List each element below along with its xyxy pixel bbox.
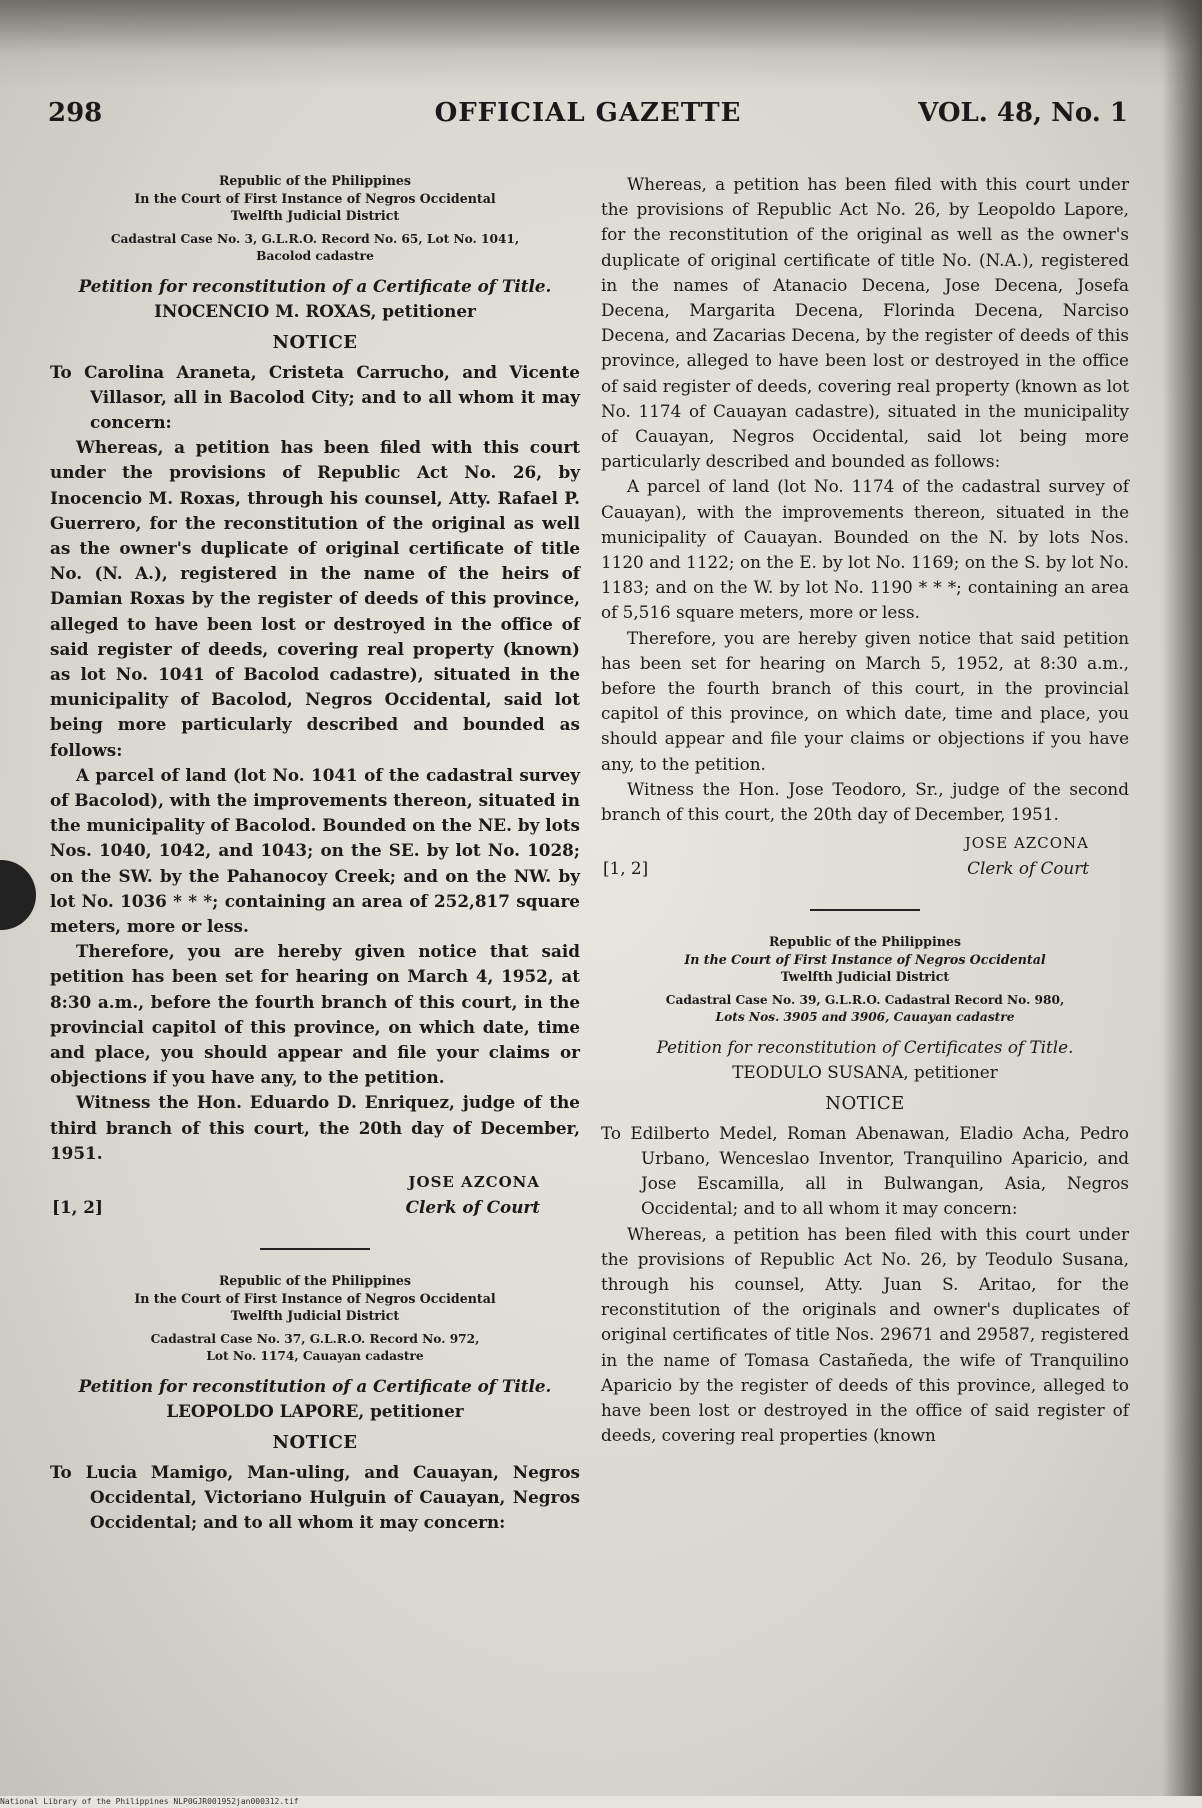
notice2-paragraph: Whereas, a petition has been filed with this court under the provisions of Republic Act No. 26, by Leopoldo Lapore, for the reconstitution of the original as well as the owner's duplicate of original certificate of title No. (N.A.), registered in the names of Atanacio Decena, Jose Decena, Josefa Decena, Margarita Decena, Florinda Decena, Narciso Decena, and Zacarias Decena, by the register of deeds of this province, alleged to have been lost or destroyed in the office of said register of deeds, covering real property (known as lot No. 1174 of Cauayan cadastre), situated in the municipality of Cauayan, Negros Occidental, said lot being more particularly described and bounded as follows: [601, 174, 1129, 472]
notice2-paragraph: Therefore, you are hereby given notice that said petition has been set for hearing on March 5, 1952, at 8:30 a.m., before the fourth branch of this court, in the provincial capitol of this province, on which date, time and place, you should appear and file your claims or objections if you have any, to the petition. [601, 627, 1129, 774]
court-line: Twelfth Judicial District [780, 969, 950, 985]
scan-shadow-top [0, 0, 1202, 90]
issue-ref: [1, 2] [603, 858, 649, 879]
court-line: In the Court of First Instance of Negros Occidental [134, 190, 496, 206]
section-divider [260, 1248, 370, 1250]
right-column [601, 172, 1129, 1448]
case-line: Cadastral Case No. 39, G.L.R.O. Cadastral Record No. 980, [665, 992, 1065, 1007]
court-line: Republic of the Philippines [768, 934, 962, 950]
case-line: Lot No. 1174, Cauayan cadastre [206, 1349, 424, 1363]
notice2-signature [601, 831, 1129, 883]
signer-role: Clerk of Court [967, 858, 1089, 879]
notice3-case [601, 992, 1129, 1027]
signer-name: JOSE AZCONA [408, 1173, 540, 1191]
notice2-paragraph: A parcel of land (lot No. 1174 of the cadastral survey of Cauayan), with the improvements thereon, situated in the municipality of Cauayan. Bounded on the N. by lots Nos. 1120 and 1122; on the E. by lot No. 1169; on the S. by lot No. 1183; and on the W. by lot No. 1190 * * *; containing an area of 5,516 square meters, more or less. [601, 476, 1129, 623]
notice1-signature [50, 1170, 580, 1222]
signer-role: Clerk of Court [405, 1197, 540, 1217]
issue-ref: [1, 2] [52, 1197, 103, 1217]
court-line: Twelfth Judicial District [230, 208, 400, 223]
case-line: Bacolod cadastre [256, 249, 374, 263]
page-number: 298 [48, 98, 103, 128]
court-line: Twelfth Judicial District [230, 1308, 400, 1323]
scan-footer: National Library of the Philippines NLP0GJR001952jan000312.tif [0, 1796, 1202, 1808]
section-divider [810, 909, 920, 911]
notice1-addressee: To Carolina Araneta, Cristeta Carrucho, and Vicente Villasor, all in Bacolod City; and to all whom it may concern: [50, 361, 580, 432]
notice1-case [50, 231, 580, 266]
notice3-paragraph: Whereas, a petition has been filed with this court under the provisions of Republic Act No. 26, by Teodulo Susana, through his counsel, Atty. Juan S. Aritao, for the reconstitution of the originals and owner's duplicates of original certificates of title Nos. 29671 and 29587, registered in the name of Tomasa Castañeda, the wife of Tranquilino Aparicio by the register of deeds of this province, alleged to have been lost or destroyed in the office of said register of deeds, covering real properties (known [601, 1223, 1129, 1446]
notice3-court [601, 933, 1129, 986]
notice2-heading: NOTICE [272, 1431, 358, 1453]
notice1-paragraph: Whereas, a petition has been filed with this court under the provisions of Republic Act No. 26, by Inocencio M. Roxas, through his counsel, Atty. Rafael P. Guerrero, for the reconstitution of the original as well as the owner's duplicate of original certificate of title No. (N. A.), registered in the name of the heirs of Damian Roxas by the register of deeds of this province, alleged to have been lost or destroyed in the office of said register of deeds, covering real property (known) as lot No. 1041 of Bacolod cadastre), situated in the municipality of Bacolod, Negros Occidental, said lot being more particularly described and bounded as follows: [50, 437, 580, 760]
notice2-case [50, 1331, 580, 1366]
notice1-court [50, 172, 580, 225]
case-line: Cadastral Case No. 37, G.L.R.O. Record No. 972, [150, 1331, 480, 1346]
notice1-paragraph: A parcel of land (lot No. 1041 of the cadastral survey of Bacolod), with the improvements thereon, situated in the municipality of Bacolod. Bounded on the NE. by lots Nos. 1040, 1042, and 1043; on the SE. by lot No. 1028; on the SW. by the Pahanocoy Creek; and on the NW. by lot No. 1036 * * *; containing an area of 252,817 square meters, more or less. [50, 764, 580, 936]
notice2-petitioner: LEOPOLDO LAPORE, petitioner [166, 1400, 464, 1421]
scan-shadow-right [1162, 0, 1202, 1808]
notice1-petitioner: INOCENCIO M. ROXAS, petitioner [154, 300, 476, 321]
notice1-heading: NOTICE [272, 331, 358, 353]
court-line: In the Court of First Instance of Negros Occidental [684, 951, 1046, 967]
court-line: Republic of the Philippines [218, 173, 412, 188]
notice3-addressee: To Edilberto Medel, Roman Abenawan, Eladio Acha, Pedro Urbano, Wenceslao Inventor, Tranquilino Aparicio, and Jose Escamilla, all in Bulwangan, Asia, Negros Occidental; and to all whom it may concern: [601, 1122, 1129, 1219]
gazette-title: OFFICIAL GAZETTE [434, 98, 742, 128]
court-line: Republic of the Philippines [218, 1273, 412, 1288]
notice2-paragraph: Witness the Hon. Jose Teodoro, Sr., judge of the second branch of this court, the 20th day of December, 1951. [601, 778, 1129, 825]
volume-number: VOL. 48, No. 1 [918, 98, 1128, 128]
left-column [50, 172, 580, 1535]
notice3-petitioner: TEODULO SUSANA, petitioner [732, 1061, 998, 1082]
notice3-petition-title: Petition for reconstitution of Certificates of Title. [656, 1036, 1074, 1057]
notice2-court [50, 1272, 580, 1325]
notice1-paragraph: Therefore, you are hereby given notice that said petition has been set for hearing on March 4, 1952, at 8:30 a.m., before the fourth branch of this court, in the provincial capitol of this province, on which date, time and place, you should appear and file your claims or objections if you have any, to the petition. [50, 941, 580, 1088]
case-line: Lots Nos. 3905 and 3906, Cauayan cadastre [715, 1010, 1015, 1025]
notice2-addressee: To Lucia Mamigo, Man-uling, and Cauayan, Negros Occidental, Victoriano Hulguin of Cauayan, Negros Occidental; and to all whom it may concern: [50, 1461, 580, 1532]
running-header [48, 98, 1128, 138]
notice3-heading: NOTICE [825, 1092, 905, 1114]
notice1-paragraph: Witness the Hon. Eduardo D. Enriquez, judge of the third branch of this court, the 20th day of December, 1951. [50, 1092, 580, 1163]
notice1-petition-title: Petition for reconstitution of a Certificate of Title. [78, 275, 552, 296]
case-line: Cadastral Case No. 3, G.L.R.O. Record No. 65, Lot No. 1041, [110, 231, 520, 246]
court-line: In the Court of First Instance of Negros Occidental [134, 1290, 496, 1306]
signer-name: JOSE AZCONA [964, 834, 1089, 853]
notice2-petition-title: Petition for reconstitution of a Certificate of Title. [78, 1375, 552, 1396]
